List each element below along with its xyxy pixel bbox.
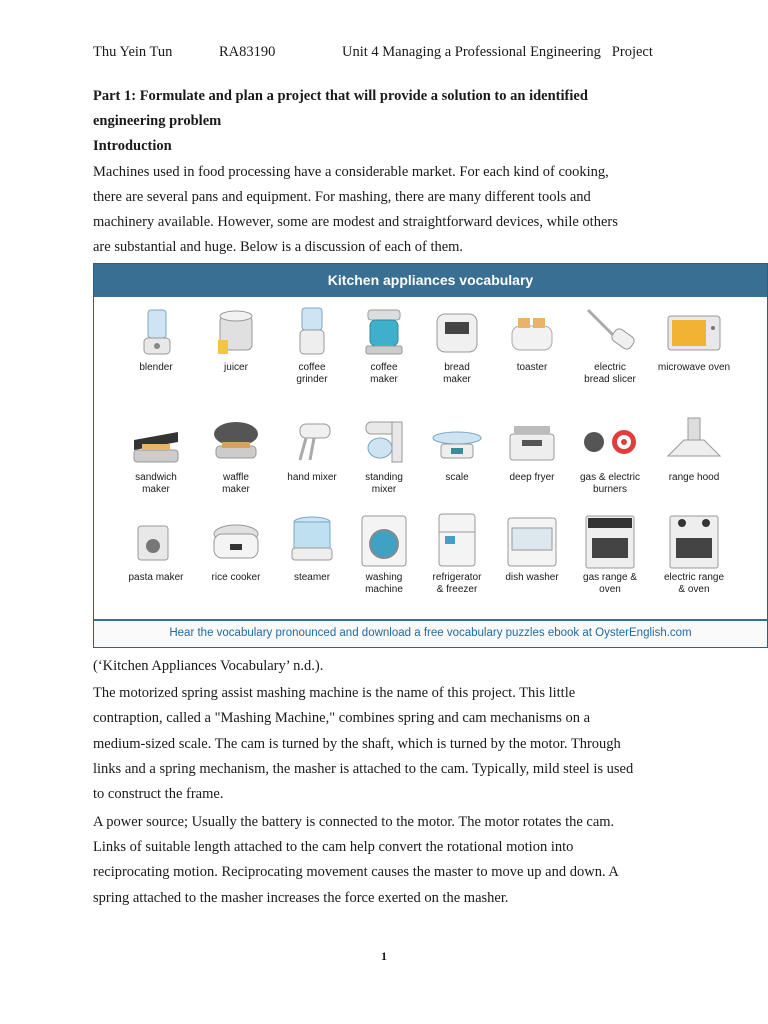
appliance-item (570, 412, 650, 496)
appliance-item (344, 512, 424, 596)
refrigerator-icon (425, 512, 489, 570)
header-author: Thu Yein Tun (93, 44, 173, 60)
para2-line: The motorized spring assist mashing machine is the name of this project. This little (93, 685, 576, 701)
coffee-grinder-icon (280, 302, 344, 360)
appliance-label: electric range & oven (663, 572, 725, 595)
appliance-item (492, 302, 572, 374)
para2-line: medium-sized scale. The cam is turned by the shaft, which is turned by the motor. Through (93, 736, 621, 752)
appliance-label: gas range & oven (583, 572, 637, 595)
appliance-label: coffee grinder (296, 362, 328, 385)
gas-range-icon (578, 512, 642, 570)
appliance-label: coffee maker (370, 362, 398, 385)
appliance-label: rice cooker (211, 572, 261, 583)
appliance-item (654, 302, 734, 374)
appliance-item (654, 512, 734, 596)
appliance-item (417, 512, 497, 596)
appliance-label: juicer (224, 362, 248, 373)
appliance-label: blender (139, 362, 173, 373)
appliance-label: bread maker (443, 362, 471, 385)
microwave-icon (662, 302, 726, 360)
appliance-item (116, 512, 196, 584)
appliance-label: deep fryer (509, 472, 555, 483)
appliance-item (272, 512, 352, 584)
appliance-item (417, 412, 497, 484)
para3-line: Links of suitable length attached to the cam help convert the rotational motion into (93, 839, 574, 855)
appliance-item (272, 302, 352, 386)
intro-line: machinery available. However, some are modest and straightforward devices, while others (93, 214, 618, 230)
para3-line: reciprocating motion. Reciprocating movement causes the master to move up and down. A (93, 864, 619, 880)
electric-range-icon (662, 512, 726, 570)
para3-line: A power source; Usually the battery is connected to the motor. The motor rotates the cam. (93, 814, 615, 830)
para2-line: to construct the frame. (93, 786, 224, 802)
appliance-item (116, 412, 196, 496)
para2-line: links and a spring mechanism, the masher is attached to the cam. Typically, mild steel is used (93, 761, 634, 777)
para3-line: spring attached to the masher increases the force exerted on the masher. (93, 890, 509, 906)
header-unit: Unit 4 Managing a Professional Engineering Project (342, 44, 653, 60)
heading-part1-line1: Part 1: Formulate and plan a project that will provide a solution to an identified (93, 88, 588, 104)
appliance-item (196, 412, 276, 496)
burners-icon (578, 412, 642, 470)
appliance-label: microwave oven (657, 362, 731, 373)
appliance-label: steamer (293, 572, 331, 583)
figure-footer: Hear the vocabulary pronounced and download a free vocabulary puzzles ebook at OysterEnglish.com (94, 619, 767, 647)
appliance-label: range hood (668, 472, 720, 483)
header-id: RA83190 (219, 44, 276, 60)
appliance-item (654, 412, 734, 484)
appliance-label: electric bread slicer (584, 362, 636, 385)
appliance-label: waffle maker (222, 472, 250, 495)
intro-line: are substantial and huge. Below is a discussion of each of them. (93, 239, 464, 255)
appliance-label: toaster (516, 362, 548, 373)
heading-part1-line2: engineering problem (93, 113, 222, 129)
appliance-label: hand mixer (287, 472, 337, 483)
pasta-maker-icon (124, 512, 188, 570)
heading-introduction: Introduction (93, 138, 172, 154)
figure-citation: (‘Kitchen Appliances Vocabulary’ n.d.). (93, 658, 324, 674)
deep-fryer-icon (500, 412, 564, 470)
appliance-item (417, 302, 497, 386)
washing-machine-icon (352, 512, 416, 570)
appliance-label: washing machine (365, 572, 403, 595)
kitchen-appliances-figure (93, 263, 768, 648)
appliance-item (570, 512, 650, 596)
scale-icon (425, 412, 489, 470)
dish-washer-icon (500, 512, 564, 570)
appliance-label: standing mixer (365, 472, 403, 495)
appliance-label: dish washer (505, 572, 559, 583)
juicer-icon (204, 302, 268, 360)
para2-line: contraption, called a "Mashing Machine," combines spring and cam mechanisms on a (93, 710, 591, 726)
appliance-label: scale (445, 472, 469, 483)
appliance-item (272, 412, 352, 484)
appliance-item (492, 412, 572, 484)
appliance-label: sandwich maker (135, 472, 177, 495)
appliance-label: gas & electric burners (579, 472, 641, 495)
coffee-maker-icon (352, 302, 416, 360)
appliance-label: pasta maker (128, 572, 184, 583)
appliance-item (196, 302, 276, 374)
sandwich-maker-icon (124, 412, 188, 470)
bread-slicer-icon (578, 302, 642, 360)
toaster-icon (500, 302, 564, 360)
steamer-icon (280, 512, 344, 570)
appliance-item (344, 412, 424, 496)
intro-line: Machines used in food processing have a considerable market. For each kind of cooking, (93, 164, 609, 180)
appliance-item (492, 512, 572, 584)
range-hood-icon (662, 412, 726, 470)
appliance-item (344, 302, 424, 386)
appliance-item (116, 302, 196, 374)
rice-cooker-icon (204, 512, 268, 570)
waffle-maker-icon (204, 412, 268, 470)
figure-title: Kitchen appliances vocabulary (94, 264, 767, 297)
appliance-item (196, 512, 276, 584)
appliance-label: refrigerator & freezer (432, 572, 482, 595)
blender-icon (124, 302, 188, 360)
hand-mixer-icon (280, 412, 344, 470)
standing-mixer-icon (352, 412, 416, 470)
page-number: 1 (381, 949, 387, 963)
appliance-item (570, 302, 650, 386)
intro-line: there are several pans and equipment. For mashing, there are many different tools and (93, 189, 591, 205)
bread-maker-icon (425, 302, 489, 360)
